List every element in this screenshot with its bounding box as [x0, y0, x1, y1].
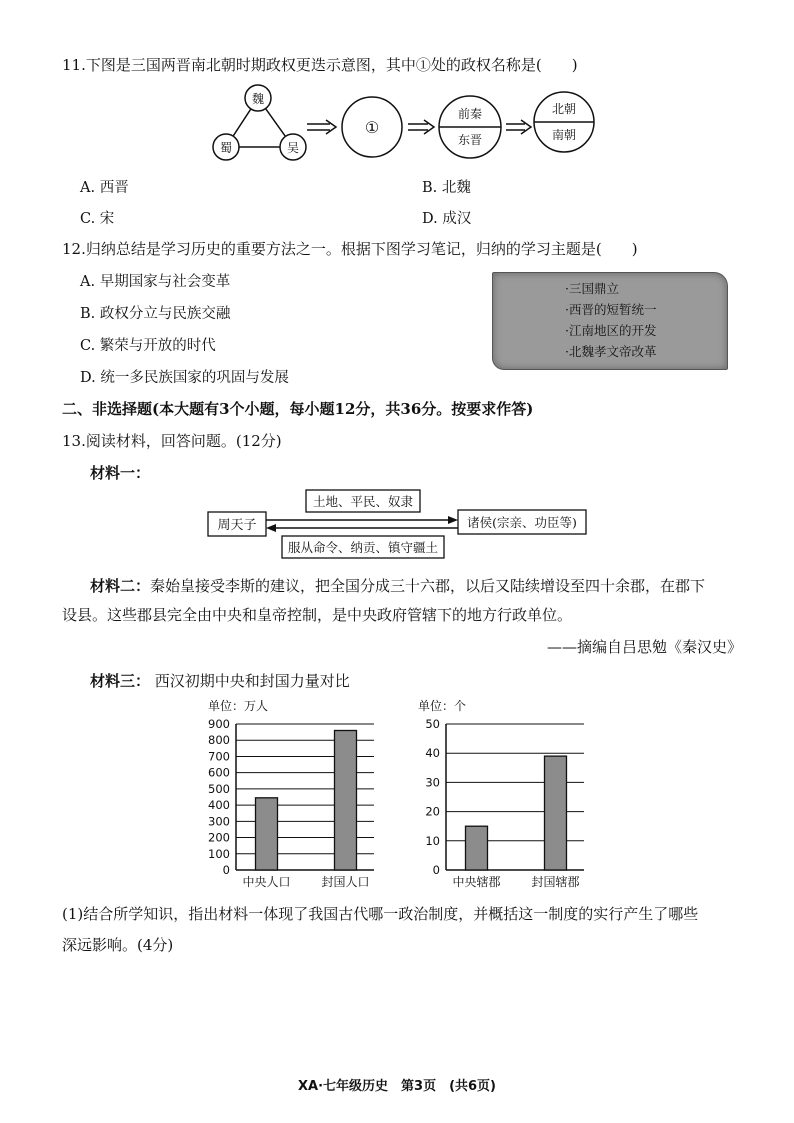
- section-heading: 二、非选择题(本大题有3个小题，每小题12分，共36分。按要求作答): [62, 400, 534, 418]
- bar: [466, 826, 488, 870]
- chart-unit-label: 单位：个: [418, 699, 467, 713]
- q12-option-b[interactable]: B. 政权分立与民族交融: [80, 306, 231, 322]
- nanchao-label: 南朝: [551, 128, 577, 142]
- note-line: ·北魏孝文帝改革: [565, 344, 657, 359]
- wei-label: 魏: [251, 92, 265, 106]
- grant-label: 土地、平民、奴隶: [312, 494, 414, 509]
- x-category-label: 中央人口: [242, 875, 291, 889]
- y-tick-label: 700: [208, 749, 230, 764]
- material2-text-2: 设县。这些郡县完全由中央和皇帝控制，是中央政府管辖下的地方行政单位。: [62, 606, 573, 624]
- study-notes-image: [492, 272, 728, 370]
- x-category-label: 封国人口: [321, 875, 370, 889]
- q11-stem: 11.下图是三国两晋南北朝时期政权更迭示意图，其中①处的政权名称是( ): [62, 56, 578, 74]
- note-line: ·三国鼎立: [565, 281, 619, 296]
- material1-label: 材料一：: [90, 464, 151, 482]
- zhoutianzi-label: 周天子: [217, 518, 257, 533]
- x-category-label: 封国辖郡: [531, 875, 580, 889]
- q13-stem: 13.阅读材料，回答问题。(12分): [62, 432, 282, 450]
- q12-option-a[interactable]: A. 早期国家与社会变革: [80, 274, 231, 290]
- chart-unit-label: 单位：万人: [208, 699, 269, 713]
- wu-label: 吴: [286, 141, 300, 155]
- y-tick-label: 20: [425, 804, 440, 819]
- material3-title: 西汉初期中央和封国力量对比: [154, 672, 350, 690]
- page-footer: XA·七年级历史 第3页 (共6页): [298, 1079, 496, 1094]
- y-tick-label: 600: [208, 765, 230, 780]
- material3-heading: [90, 670, 350, 691]
- population-bar-chart: [190, 698, 390, 893]
- x-category-label: 中央辖郡: [452, 875, 501, 889]
- qianqin-label: 前秦: [457, 107, 483, 121]
- q13-sub1-cont: 深远影响。(4分): [62, 936, 174, 954]
- bar: [335, 730, 357, 870]
- y-tick-label: 500: [208, 781, 230, 796]
- y-tick-label: 40: [425, 746, 440, 761]
- commandery-bar-chart: [400, 698, 600, 893]
- bar: [545, 756, 567, 870]
- material3-label: 材料三：: [90, 672, 151, 690]
- dongjin-label: 东晋: [457, 133, 483, 147]
- q11-option-a[interactable]: A. 西晋: [80, 180, 129, 196]
- beichao-label: 北朝: [551, 102, 577, 116]
- y-tick-label: 0: [432, 863, 440, 877]
- q11-option-b[interactable]: B. 北魏: [422, 180, 471, 196]
- y-tick-label: 400: [208, 798, 230, 813]
- y-tick-label: 200: [208, 830, 230, 845]
- bar: [256, 798, 278, 870]
- arrow-right-icon: [506, 120, 531, 134]
- y-tick-label: 300: [208, 814, 230, 829]
- y-tick-label: 50: [425, 717, 440, 731]
- fengjian-diagram: [200, 486, 600, 566]
- material2-text: 秦始皇接受李斯的建议，把全国分成三十六郡，以后又陆续增设至四十余郡，在郡下: [150, 577, 706, 595]
- y-tick-label: 0: [222, 863, 230, 877]
- arrow-right-icon: [266, 516, 458, 524]
- shu-label: 蜀: [219, 141, 233, 155]
- material2-label: 材料二：: [90, 577, 151, 595]
- q12-stem: 12.归纳总结是学习历史的重要方法之一。根据下图学习笔记，归纳的学习主题是( ): [62, 240, 638, 258]
- circle1-label: ①: [364, 118, 380, 137]
- y-tick-label: 900: [208, 717, 230, 731]
- q11-option-d[interactable]: D. 成汉: [422, 211, 472, 227]
- note-line: ·西晋的短暂统一: [565, 302, 657, 317]
- y-tick-label: 10: [425, 833, 440, 848]
- q11-option-c[interactable]: C. 宋: [80, 211, 115, 227]
- y-tick-label: 800: [208, 733, 230, 748]
- y-tick-label: 100: [208, 846, 230, 861]
- material2-source: ——摘编自吕思勉《秦汉史》: [546, 638, 742, 656]
- arrow-right-icon: [307, 120, 336, 134]
- note-line: ·江南地区的开发: [565, 323, 657, 338]
- q12-option-d[interactable]: D. 统一多民族国家的巩固与发展: [80, 370, 289, 386]
- arrow-left-icon: [266, 524, 458, 532]
- duty-label: 服从命令、纳贡、镇守疆土: [287, 540, 439, 555]
- material2-paragraph: [90, 575, 705, 596]
- zhuhou-label: 诸侯(宗亲、功臣等): [467, 515, 577, 530]
- q11-regime-diagram: [200, 80, 620, 170]
- q13-sub1: (1)结合所学知识，指出材料一体现了我国古代哪一政治制度，并概括这一制度的实行产生了哪些: [62, 905, 699, 923]
- y-tick-label: 30: [425, 775, 440, 790]
- arrow-right-icon: [408, 120, 434, 134]
- q12-option-c[interactable]: C. 繁荣与开放的时代: [80, 338, 216, 354]
